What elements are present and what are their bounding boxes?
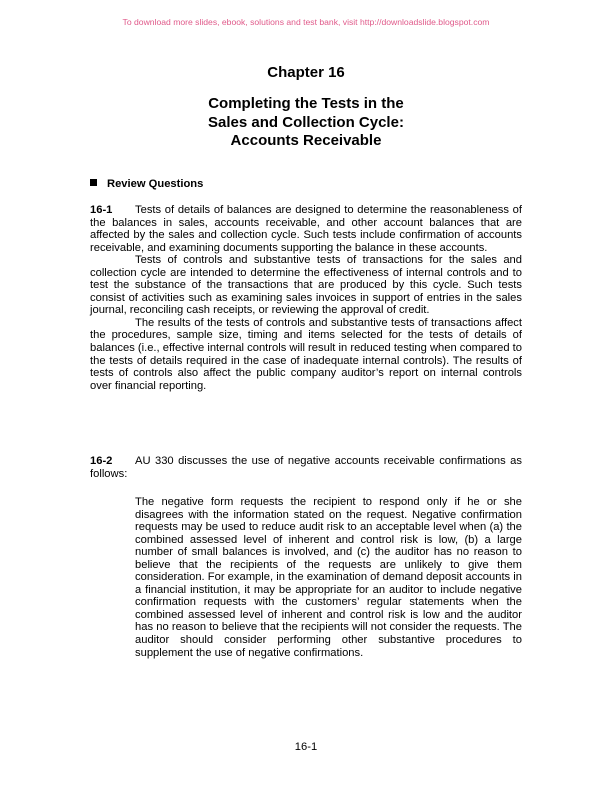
answer-paragraph	[90, 455, 522, 480]
answer-paragraph	[90, 204, 522, 254]
download-notice[interactable]: To download more slides, ebook, solutions and test bank, visit http://downloadslide.blogspot.com	[122, 17, 490, 27]
question-16-1	[90, 204, 522, 392]
answer-text: Tests of details of balances are designed to determine the reasonableness of the balances in sales, accounts receivable, and other account balances that are affected by the sales and collection cycle. Such tests include confirmation of accounts receivable, and examining documents supporting the balance in these accounts.	[90, 204, 522, 254]
title-line-3: Accounts Receivable	[230, 132, 382, 149]
question-number: 16-1	[90, 204, 113, 216]
chapter-title: Chapter 16	[267, 64, 345, 81]
block-quote: The negative form requests the recipient to respond only if he or she disagrees with the information stated on the request. Negative confirmation requests may be used to reduce audit risk to an acceptable level when (a) the combined assessed level of inherent and control risk is low, (b) a large number of small balances is involved, and (c) the auditor has no reason to believe that the recipients of the requests are unlikely to give them consideration. For example, in the examination of demand deposit accounts in a financial institution, it may be appropriate for an auditor to include negative confirmation requests with the customers’ regular statements when the combined assessed level of inherent and control risk is low and the auditor has no reason to believe that the recipients will not consider the requests. The auditor should consider performing other substantive procedures to supplement the use of negative confirmations.	[135, 496, 522, 659]
square-bullet-icon	[90, 179, 97, 186]
question-16-2	[90, 455, 522, 480]
section-heading-label: Review Questions	[107, 178, 204, 190]
document-title	[0, 95, 612, 151]
question-number: 16-2	[90, 455, 113, 467]
page-number: 16-1	[294, 741, 318, 753]
answer-paragraph: Tests of controls and substantive tests of transactions for the sales and collection cycle are intended to determine the effectiveness of internal controls and to test the substance of the transactions that are produced by this cycle. Such tests consist of activities such as examining sales invoices in support of entries in the sales journal, reconciling cash receipts, or reviewing the approval of credit.	[90, 254, 522, 317]
title-line-2: Sales and Collection Cycle:	[208, 113, 404, 131]
answer-text: AU 330 discusses the use of negative accounts receivable confirmations as follows:	[90, 455, 522, 480]
title-line-1: Completing the Tests in the	[208, 95, 404, 112]
section-heading	[90, 178, 203, 190]
answer-paragraph: The results of the tests of controls and substantive tests of transactions affect the procedures, sample size, timing and items selected for the tests of details of balances (i.e., effective internal controls will result in reduced testing when compared to the tests of details required in the case of inadequate internal controls). The results of tests of controls also affect the public company auditor’s report on internal controls over financial reporting.	[90, 316, 522, 392]
